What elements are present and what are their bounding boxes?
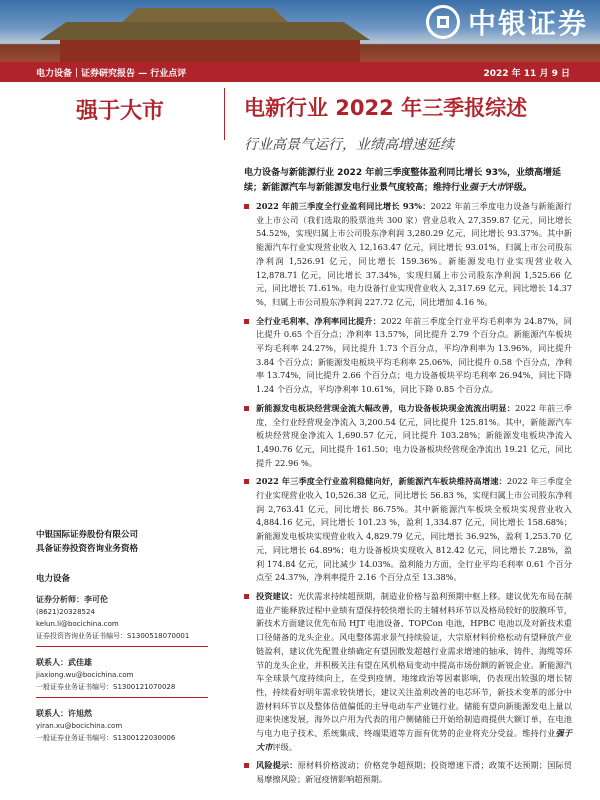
palace-roof-lower	[40, 22, 370, 40]
sector-label: 电力设备	[36, 574, 71, 584]
bullet-risk	[236, 759, 572, 786]
header-banner-image	[0, 0, 600, 62]
report-title: 电新行业 2022 年三季报综述	[244, 96, 528, 120]
contact-email[interactable]: jiaxiong.wu@bocichina.com	[36, 671, 134, 679]
bullet-heading: 2022 年三季度全行业盈利稳健向好，新能源汽车板块维持高增速：	[256, 476, 507, 487]
report-category: 电力设备｜证券研究报告 — 行业点评	[36, 69, 187, 79]
bullet-marker	[244, 319, 249, 324]
lead-tail: 评级。	[505, 183, 533, 193]
palace-roof-upper	[120, 8, 290, 24]
bullet-investment-advice	[236, 590, 572, 754]
contact-block	[36, 708, 206, 744]
bullet-margins	[236, 315, 572, 397]
palace-wall	[60, 40, 360, 62]
analyst-cert: 证券投资咨询业务证书编号：S1300518070001	[36, 632, 190, 640]
lead-text: 电力设备与新能源行业 2022 年前三季度整体盈利同比增长 93%，业绩高增延续；新能源汽车与新能源发电行业景气度较高；维持行业	[244, 168, 561, 193]
category-bar	[0, 62, 600, 82]
contact-cert: 一般证券业务证书编号：S1300122030006	[36, 734, 176, 742]
bullet-q3-results	[236, 475, 572, 585]
bullet-text: 2022 年三季度全行业实现营业收入 10,526.38 亿元，同比增长 56.83 %，实现归属上市公司股东净利润 2,763.41 亿元，同比增长 86.75%。其中新能源汽车板块全板块实现营业收入 4,884.16 亿元，同比增长 101.23 %，盈利 1,334.87 亿元，同比增长 158.68%；新能源发电板块实现营业收入 4,829.79 亿元，同比增长 36.92%，盈利 1,253.70 亿元，同比增长 64.89%；电力设备板块实现收入 812.42 亿元，同比增长 7.28%，盈利 174.84 亿元，同比减少 14.03%。盈利能力方面，全行业平均毛利率 0.61 个百分点至 24.37%，净利率提升 2.16 个百分点至 13.38%。	[256, 476, 572, 583]
bullet-rating: 强于大市	[256, 728, 572, 752]
contact-name: 联系人：武佳雄	[36, 658, 92, 667]
lead-rating: 强于大市	[469, 183, 506, 193]
firm-name: 中银国际证券股份有限公司	[36, 530, 139, 540]
contact-block	[36, 657, 206, 698]
bullet-marker	[244, 594, 249, 599]
bullet-text: 2022 年前三季度，全行业经营现金净流入 3,200.54 亿元，同比提升 125.81%。其中，新能源汽车板块经营现金净流入 1,690.57 亿元，同比提升 103.28%；新能源发电板块净流入 1,490.76 亿元，同比提升 161.50；电力设备板块经营现金净流出 19.21 亿元，同比提升 22.96 %。	[256, 402, 572, 468]
contact-name: 联系人：许旭然	[36, 709, 92, 718]
bullet-marker	[244, 763, 249, 768]
firm-qualification: 具备证券投资咨询业务资格	[36, 544, 139, 554]
bullet-marker	[244, 479, 249, 484]
lead-paragraph	[244, 166, 572, 196]
bullet-marker	[244, 204, 249, 209]
bank-logo-icon	[426, 5, 460, 39]
bullet-profit-growth	[236, 200, 572, 310]
bullet-heading: 投资建议：	[256, 590, 298, 601]
analyst-block	[36, 594, 206, 647]
sidebar-divider	[36, 646, 208, 647]
bullet-text: 2022 年前三季度电力设备与新能源行业上市公司（我们选取的股票池共 300 家）营业总收入 27,359.87 亿元，同比增长 54.52%，实现归属上市公司股东净利润 3,280.29 亿元，同比增长 93.37%。其中新能源汽车行业实现营业收入 12,163.47 亿元，同比增长 93.01%，归属上市公司股东净利润 1,526.91 亿元，同比增长 159.36%。新能源发电行业实现营业收入 12,878.71 亿元，同比增长 37.34%，实现归属上市公司股东净利润 1,525.66 亿元，同比增长 71.61%。电力设备行业实现营业收入 2,317.69 亿元，同比增长 14.37 %，归属上市公司股东净利润 227.72 亿元，同比增加 4.16 %。	[256, 201, 572, 307]
bullet-marker	[244, 406, 249, 411]
analyst-phone: (8621)20328524	[36, 608, 95, 616]
rating-label: 强于大市	[76, 99, 165, 124]
bullet-text: 光伏需求持续超预期，制造业价格与盈利预期中枢上移。建议优先布局在制造业产能释放过程中业绩有望保持较快增长的主辅材料环节以及格局较好的胶膜环节，新技术方面建议优先布局 HJT 电池设备、TOPCon 电池，HPBC 电池以及对新技术重口径储备的龙头企业。风电整体需求景气持续验证，大宗原材料价格松动有望释放产业链盈利，建议优先配置业绩确定有望因散发超越行业需求增速的轴承、铸件、海缆等环节的龙头企业，并积极关注有望在风机格局变动中提高市场份额的新锐企业。新能源汽车全球景气度持续向上，在受到疫情、地缘政治等因素影响，仍表现出较强的增长韧性，持续看好明年需求较快增长，建议关注盈利改善的电芯环节，新技术变革的部分中游材料环节以及整体估值偏低的主导电动车产业链行业。储能有望向新能源发电上量以迎来快速发展，海外以户用为代表的用户侧储能已开始给制造商提供大额订单，在电池与电力电子技术、系统集成、终端渠道等方面有优势的企业将充分受益。维持行业	[256, 590, 572, 739]
title-divider	[224, 88, 225, 140]
bullet-text: 2022 年前三季度全行业平均毛利率为 24.87%，同比提升 0.65 个百分点；净利率 13.57%，同比提升 2.79 个百分点。新能源汽车板块平均毛利率 24.27%，同比提升 1.73 个百分点，平均净利率为 13.96%，同比提升 3.84 个百分点；新能源发电板块平均毛利率 25.06%，同比提升 0.58 个百分点，净利率 13.74%，同比提升 2.66 个百分点；电力设备板块平均毛利率 26.94%，同比下降 1.24 个百分点，平均净利率 10.61%，同比下降 0.85 个百分点。	[256, 315, 572, 395]
bullet-heading: 风险提示：	[256, 760, 298, 771]
analyst-email[interactable]: kelun.li@bocichina.com	[36, 620, 119, 628]
analyst-sidebar	[36, 528, 206, 744]
brand-name: 中银证券	[467, 7, 588, 40]
sidebar-divider	[36, 697, 208, 698]
bullet-text: 原材料价格波动；价格竞争超预期；投资增速下滑；政策不达预期；国际贸易摩擦风险；新冠疫情影响超预期。	[256, 760, 572, 785]
report-subtitle: 行业高景气运行，业绩高增速延续	[244, 137, 454, 153]
contact-cert: 一般证券业务证书编号：S1300121070028	[36, 683, 176, 691]
contact-email[interactable]: yiran.xu@bocichina.com	[36, 722, 123, 730]
report-date: 2022 年 11 月 9 日	[483, 69, 570, 79]
bullet-cashflow	[236, 402, 572, 471]
bullet-end: 评级。	[272, 741, 297, 752]
bullet-heading: 2022 年前三季度全行业盈利同比增长 93%：	[256, 201, 431, 211]
bullet-heading: 新能源发电板块经营现金流大幅改善，电力设备板块现金流流出明显：	[256, 402, 516, 413]
brand-logo	[426, 2, 588, 42]
bullet-heading: 全行业毛利率、净利率同比提升：	[256, 315, 382, 326]
analyst-name: 证券分析师：李可伦	[36, 595, 108, 604]
report-body	[236, 200, 572, 792]
